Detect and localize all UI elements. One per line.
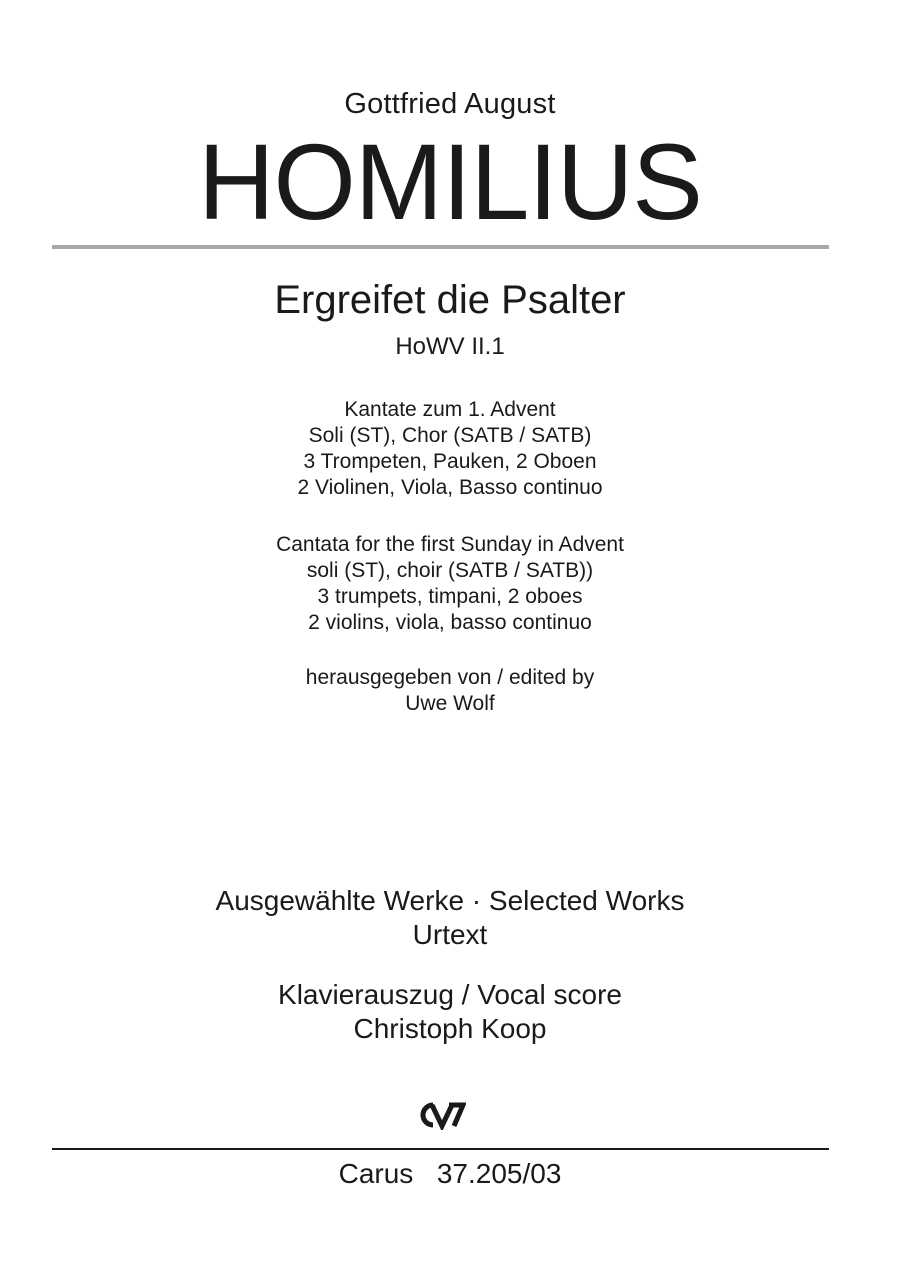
edition-type: Urtext (412, 919, 488, 950)
description-line: Cantata for the first Sunday in Advent (276, 533, 624, 556)
series-name: Ausgewählte Werke · Selected Works (215, 885, 685, 916)
score-block (0, 978, 900, 1046)
work-title: Ergreifet die Psalter (274, 278, 626, 322)
score-type: Klavierauszug / Vocal score (278, 979, 622, 1010)
editor-block (0, 665, 900, 717)
editor-name: Uwe Wolf (405, 692, 495, 715)
arranger-name: Christoph Koop (353, 1013, 547, 1044)
composer-first-names: Gottfried August (344, 88, 556, 120)
carus-logo-icon (416, 1100, 466, 1130)
description-line: Kantate zum 1. Advent (344, 398, 556, 421)
publisher-order-number: Carus 37.205/03 (338, 1158, 562, 1189)
editor-label: herausgegeben von / edited by (305, 666, 595, 689)
description-line: soli (ST), choir (SATB / SATB)) (306, 559, 594, 582)
bottom-divider (52, 1148, 829, 1150)
description-german (0, 397, 900, 501)
description-line: 3 Trompeten, Pauken, 2 Oboen (303, 450, 597, 473)
description-line: 2 violins, viola, basso continuo (308, 611, 592, 634)
description-line: 3 trumpets, timpani, 2 oboes (317, 585, 583, 608)
description-english (0, 532, 900, 636)
catalog-number: HoWV II.1 (395, 333, 505, 360)
composer-surname: HOMILIUS (198, 121, 702, 242)
series-block (0, 884, 900, 952)
top-divider (52, 245, 829, 249)
description-line: 2 Violinen, Viola, Basso continuo (297, 476, 603, 499)
description-line: Soli (ST), Chor (SATB / SATB) (308, 424, 592, 447)
